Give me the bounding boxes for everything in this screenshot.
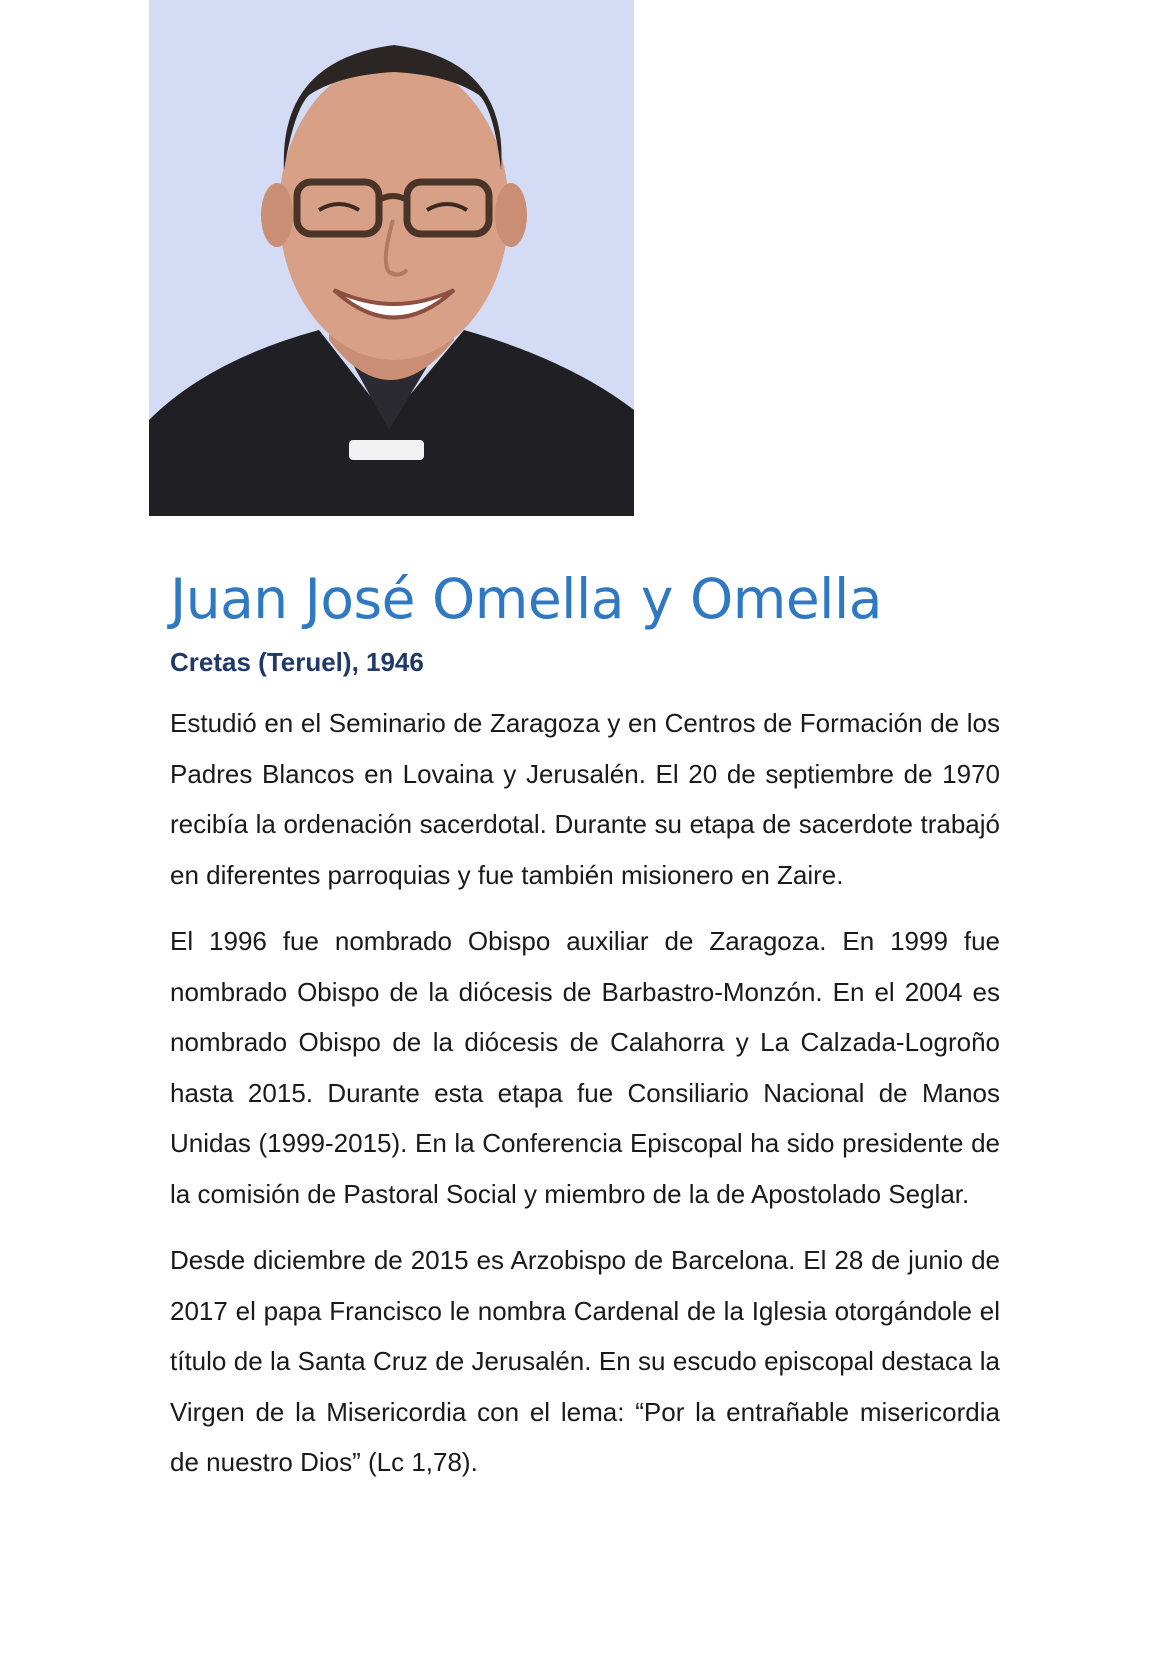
bio-paragraph-3: Desde diciembre de 2015 es Arzobispo de Barcelona. El 28 de junio de 2017 el papa Francisco le nombra Cardenal de la Iglesia otorgándole el título de la Santa Cruz de Jerusalén. En su escudo episcopal destaca la Virgen de la Misericordia con el lema: “Por la entrañable misericordia de nuestro Dios” (Lc 1,78). (170, 1245, 1000, 1477)
portrait-illustration (149, 0, 634, 516)
bio-content (170, 560, 1000, 1504)
portrait-photo (149, 0, 634, 516)
bio-paragraph-2: El 1996 fue nombrado Obispo auxiliar de Zaragoza. En 1999 fue nombrado Obispo de la diócesis de Barbastro-Monzón. En el 2004 es nombrado Obispo de la diócesis de Calahorra y La Calzada-Logroño hasta 2015. Durante esta etapa fue Consiliario Nacional de Manos Unidas (1999-2015). En la Conferencia Episcopal ha sido presidente de la comisión de Pastoral Social y miembro de la de Apostolado Seglar. (170, 926, 1000, 1209)
person-name: Juan José Omella y Omella (170, 567, 882, 631)
birthplace-year: Cretas (Teruel), 1946 (170, 647, 424, 677)
bio-paragraph-1: Estudió en el Seminario de Zaragoza y en Centros de Formación de los Padres Blancos en Lovaina y Jerusalén. El 20 de septiembre de 1970 recibía la ordenación sacerdotal. Durante su etapa de sacerdote trabajó en diferentes parroquias y fue también misionero en Zaire. (170, 708, 1000, 890)
